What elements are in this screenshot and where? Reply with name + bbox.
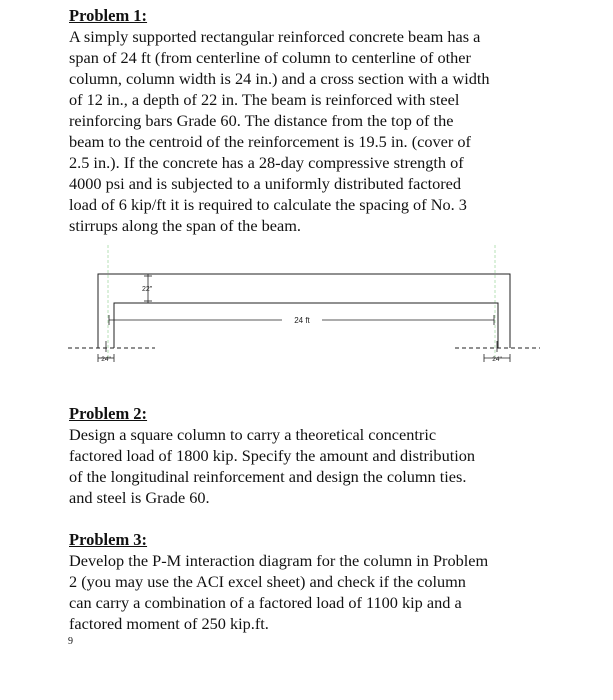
problem-2-heading: Problem 2: [69,404,148,423]
text-line: 2.5 in.). If the concrete has a 28-day compressive strength of [69,153,464,172]
text-line: A simply supported rectangular reinforced concrete beam has a [69,27,481,46]
text-line: span of 24 ft (from centerline of column to centerline of other [69,48,471,67]
beam-outline [98,274,510,348]
text-line: 2 (you may use the ACI excel sheet) and check if the column [69,572,466,591]
text-line: of 12 in., a depth of 22 in. The beam is reinforced with steel [69,90,460,109]
left-column-label: 24" [101,356,111,363]
problem-2-text [69,424,549,508]
span-label: 24 ft [294,316,310,325]
text-line: stirrups along the span of the beam. [69,216,301,235]
text-line: reinforcing bars Grade 60. The distance from the top of the [69,111,454,130]
text-line: beam to the centroid of the reinforcement is 19.5 in. (cover of [69,132,471,151]
beam-inner-edge [114,303,498,348]
text-line: Design a square column to carry a theoretical concentric [69,425,437,444]
right-column-label: 24" [492,356,502,363]
problem-3-text [69,550,549,634]
page-number: 9 [68,636,73,647]
problem-3 [69,529,549,634]
beam-outer-edge [98,274,510,348]
text-line: 4000 psi and is subjected to a uniformly distributed factored [69,174,462,193]
problem-1 [69,5,549,236]
depth-label: 22" [142,286,153,293]
text-line: Develop the P-M interaction diagram for the column in Problem [69,551,489,570]
beam-diagram [60,240,550,380]
text-line: factored load of 1800 kip. Specify the amount and distribution [69,446,476,465]
text-line: and steel is Grade 60. [69,488,210,507]
text-line: factored moment of 250 kip.ft. [69,614,269,633]
problem-1-heading: Problem 1: [69,6,148,25]
problem-2 [69,403,549,508]
text-line: can carry a combination of a factored load of 1100 kip and a [69,593,462,612]
text-line: column, column width is 24 in.) and a cross section with a width [69,69,490,88]
problem-3-heading: Problem 3: [69,530,148,549]
problem-1-text [69,26,549,236]
text-line: load of 6 kip/ft it is required to calculate the spacing of No. 3 [69,195,467,214]
text-line: of the longitudinal reinforcement and design the column ties. [69,467,467,486]
